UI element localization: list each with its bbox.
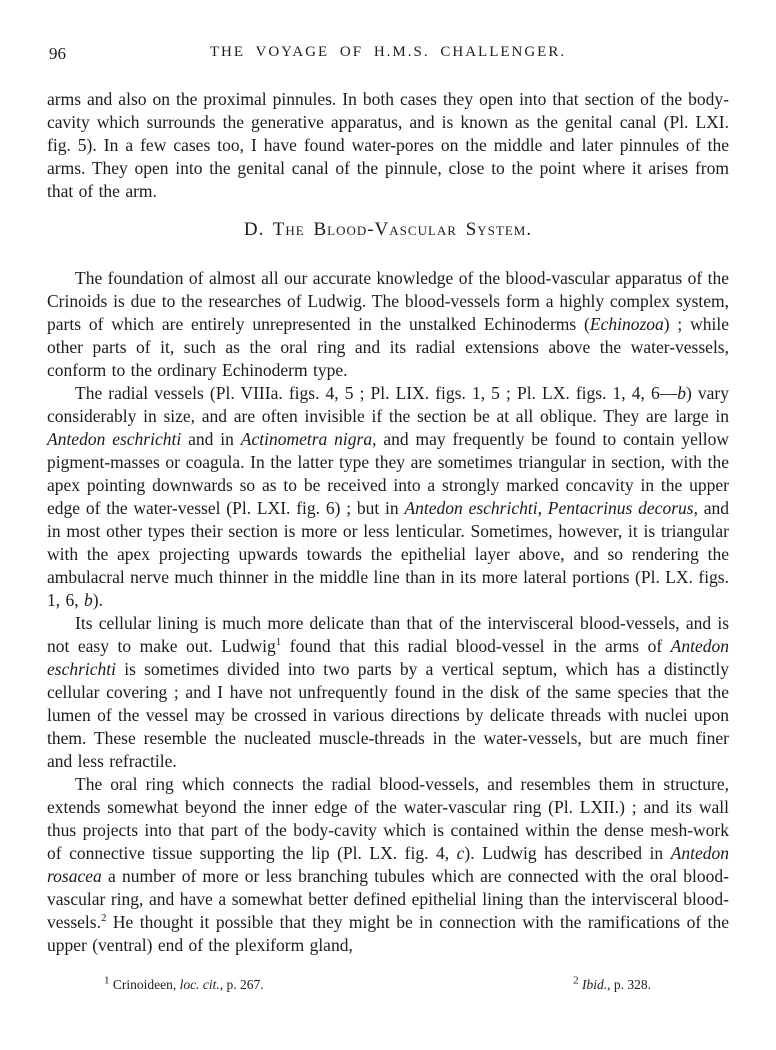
section-heading: D. The Blood-Vascular System. [243, 219, 533, 240]
page-header [47, 44, 729, 64]
footnote-1: $^1$ Crinoideen, loc. cit., p. 267. [104, 974, 264, 992]
running-title: THE VOYAGE OF H.M.S. CHALLENGER. [209, 44, 567, 60]
footnote-2: $^2$ Ibid., p. 328. [573, 974, 651, 992]
paragraph-cellular-lining: Its cellular lining is much more delicate than that of the intervisceral blood-vessels, and is not easy to make out. Ludwig$^1$ found that this radial blood-vessel in the arms of Antedon eschrichti is sometimes divided into two parts by a vertical septum, which has a distinctly cellular covering ; and I have not unfrequently found in the disk of the same species that the lumen of the vessel may be crossed in various directions by delicate threads with nuclei upon them. These resemble the nucleated muscle-threads in the water-vessels, but are much finer and less refractile. [47, 613, 729, 771]
page-number: 96 [49, 44, 66, 63]
paragraph-continuation: arms and also on the proximal pinnules. In both cases they open into that section of the body-cavity which surrounds the generative apparatus, and is known as the genital canal (Pl. LXI. fig. 5). In a few cases too, I have found water-pores on the middle and later pinnules of the arms. They open into the genital canal of the pinnule, close to the point where it arises from that of the arm. [47, 89, 729, 201]
paragraph-oral-ring: The oral ring which connects the radial blood-vessels, and resembles them in structure, extends somewhat beyond the inner edge of the water-vascular ring (Pl. LXII.) ; and its wall thus projects into that part of the body-cavity which is contained within the dense mesh-work of connective tissue supporting the lip (Pl. LX. fig. 4, c). Ludwig has described in Antedon rosacea a number of more or less branching tubules which are connected with the oral blood-vascular ring, and have a somewhat better defined epithelial lining than the intervisceral blood-vessels.$^2$ He thought it possible that they might be in connection with the ramifications of the upper (ventral) end of the plexiform gland, [47, 774, 730, 955]
paragraph-radial-vessels: The radial vessels (Pl. VIIIa. figs. 4, 5 ; Pl. LIX. figs. 1, 5 ; Pl. LX. figs. 1, 4, 6—b) vary considerably in size, and are often invisible if the section be at all oblique. They are large in Antedon eschrichti and in Actinometra nigra, and may frequently be found to contain yellow pigment-masses or coagula. In the latter type they are sometimes triangular in section, with the apex pointing downwards so as to be received into a strongly marked concavity in the upper edge of the water-vessel (Pl. LXI. fig. 6) ; but in Antedon eschrichti, Pentacrinus decorus, and in most other types their section is more or less lenticular. Sometimes, however, it is triangular with the apex projecting upwards towards the epithelial layer above, and so rendering the ambulacral nerve much thinner in the middle line than in its more lateral portions (Pl. LX. figs. 1, 6, b). [47, 383, 730, 610]
paragraph-foundation: The foundation of almost all our accurate knowledge of the blood-vascular apparatus of the Crinoids is due to the researches of Ludwig. The blood-vessels form a highly complex system, parts of which are entirely unrepresented in the unstalked Echinoderms (Echinozoa) ; while other parts of it, such as the oral ring and its radial extensions above the water-vessels, conform to the ordinary Echinoderm type. [47, 268, 729, 380]
footnotes [47, 976, 729, 994]
